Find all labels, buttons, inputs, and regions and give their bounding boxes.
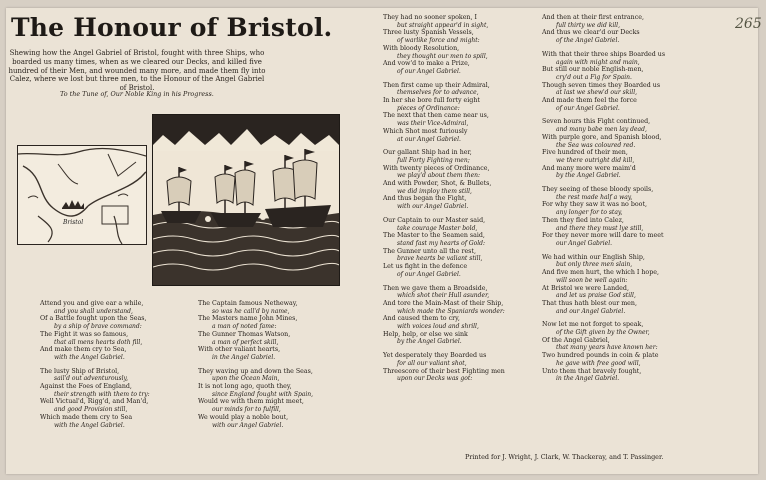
verse-line: our Angel Gabriel.	[556, 239, 613, 247]
verse-column-4	[542, 14, 665, 383]
page-number: 265	[735, 16, 762, 32]
verse-line: And thus began the Fight,	[383, 195, 467, 203]
verse-line: Seven hours this Fight continued,	[542, 118, 651, 126]
verse-line: and let us praise God still,	[556, 292, 636, 300]
verse-line: At Bristol we were Landed,	[542, 284, 629, 292]
verse-line: that many years have known her:	[556, 344, 658, 352]
verse-line: and there they must lye still,	[556, 224, 644, 232]
verse-line: Which made them cry to Sea	[40, 413, 133, 421]
bristol-map-woodcut	[17, 145, 147, 245]
verse-column-2	[198, 300, 313, 429]
verse-line: The Captain famous Netheway,	[198, 300, 298, 307]
page-title: The Honour of Bristol.	[11, 13, 333, 42]
verse-line: for all our valiant shot,	[397, 359, 467, 367]
verse-line: We had within our English Ship,	[542, 253, 645, 261]
verse-line: will soon be well again:	[556, 276, 628, 284]
verse-line: but only three men slain,	[556, 261, 633, 269]
verse-line: stand fast my hearts of Gold:	[397, 239, 486, 247]
verse-line: With bloody Resolution,	[383, 44, 460, 52]
verse-column-3	[383, 14, 505, 383]
verse-line: with the Angel Gabriel.	[54, 421, 125, 429]
verse-line: of our Angel Gabriel.	[397, 270, 461, 278]
verse-line: we play'd about them then:	[397, 172, 481, 180]
verse-line: For why they saw it was no boot,	[542, 201, 647, 209]
verse-line: full thirty we did kill,	[556, 21, 621, 29]
verse-line: And with Powder, Shot, & Bullets,	[383, 180, 492, 188]
verse-line: which made the Spaniards wonder:	[397, 307, 505, 315]
verse-line: by a ship of brave command:	[54, 323, 142, 331]
verse-line: Threescore of their best Fighting men	[383, 367, 505, 375]
verse-line: Three lusty Spanish Vessels,	[383, 29, 474, 37]
ships-battle-woodcut	[152, 114, 340, 286]
verse-line: take courage Master bold,	[397, 224, 478, 232]
verse-line: With other valiant hearts,	[198, 346, 281, 354]
verse-line: pieces of Ordinance:	[397, 104, 460, 112]
verse-line: sail'd out adventurously,	[54, 375, 129, 383]
map-label: Bristol	[63, 219, 84, 226]
verse-line: the rest made half a way,	[556, 193, 633, 201]
verse-line: Then we gave them a Broadside,	[383, 284, 488, 292]
verse-line: Five hundred of their men,	[542, 149, 628, 157]
verse-line: by the Angel Gabriel.	[397, 338, 462, 346]
verse-line: It is not long ago, quoth they,	[198, 383, 292, 391]
verse-line: Would we with them might meet,	[198, 398, 304, 406]
verse-line: Two hundred pounds in coin & plate	[542, 352, 659, 360]
verse-line: their strength with them to try:	[54, 390, 150, 398]
verse-line: of the Gift given by the Owner,	[556, 329, 650, 337]
verse-line: Now let me not forget to speak,	[542, 321, 644, 329]
verse-line: Against the Foes of England,	[40, 383, 132, 391]
verse-line: The Master to the Seamen said,	[383, 232, 485, 240]
verse-line: That thus hath blest our men,	[542, 299, 637, 307]
verse-line: Of the Angel Gabriel,	[542, 336, 610, 344]
verse-line: of the Angel Gabriel.	[556, 37, 620, 45]
verse-line: we there outright did kill,	[556, 156, 635, 164]
verse-line: The next that then came near us,	[383, 112, 489, 120]
verse-line: of warlike force and might:	[397, 37, 480, 45]
verse-line: full Forty Fighting men;	[397, 156, 470, 164]
printer-imprint: Printed for J. Wright, J. Clark, W. Thackeray, and T. Passinger.	[465, 453, 664, 461]
verse-line: And caused them to cry,	[383, 315, 460, 323]
verse-line: With twenty pieces of Ordinance,	[383, 164, 490, 172]
verse-line: And five men hurt, the which I hope,	[542, 269, 659, 277]
verse-line: in the Angel Gabriel.	[556, 375, 620, 383]
verse-column-1	[40, 300, 150, 429]
verse-line: With that their three ships Boarded us	[542, 50, 666, 58]
verse-line: Our Captain to our Master said,	[383, 216, 486, 224]
verse-line: And make them cry to Sea,	[40, 346, 127, 354]
verse-line: And tore the Main-Mast of their Ship,	[383, 299, 504, 307]
verse-line: themselves for to advance,	[397, 89, 479, 97]
ships-illustration	[153, 115, 339, 285]
verse-line: Which Shot most furiously	[383, 127, 468, 135]
verse-line: was their Vice-Admiral,	[397, 120, 469, 128]
verse-line: and good Provision still,	[54, 406, 128, 414]
verse-line: The Fight it was so famous,	[40, 330, 129, 338]
verse-line: by the Angel Gabriel.	[556, 172, 621, 180]
verse-line: We would play a noble bout,	[198, 413, 289, 421]
verse-line: Well Victual'd, Rigg'd, and Man'd,	[40, 398, 149, 406]
verse-line: Then first came up their Admiral,	[383, 81, 490, 89]
verse-line: Help, help, or else we sink	[383, 330, 468, 338]
verse-line: Then they fled into Calez,	[542, 216, 624, 224]
verse-line: and you shall understand,	[54, 307, 133, 315]
verse-line: any longer for to stay,	[556, 209, 623, 217]
verse-line: a man of noted fame:	[212, 323, 277, 331]
verse-line: with our Angel Gabriel.	[212, 421, 284, 429]
verse-line: and many babe men lay dead,	[556, 126, 647, 134]
ballad-subtitle: Shewing how the Angel Gabriel of Bristol, fought with three Ships, who boarded us many times, when as we cleared our Decks, and killed five hundred of their Men, and wounded many more, and made them fly into Calez, where we lost but three men, to the Honour of the Angel Gabriel of Bristol.	[8, 49, 266, 93]
verse-line: And then at their first entrance,	[542, 14, 644, 21]
verse-line: since England fought with Spain,	[212, 390, 314, 398]
verse-line: The Gunner Thomas Watson,	[198, 330, 291, 338]
verse-line: with the Angel Gabriel.	[54, 353, 125, 361]
verse-line: And thus we clear'd our Decks	[542, 29, 640, 37]
verse-line: and our Angel Gabriel.	[556, 307, 626, 315]
verse-line: our minds for to fulfill,	[212, 406, 281, 414]
verse-line: In her she bore full forty eight	[383, 97, 480, 105]
verse-line: They waving up and down the Seas,	[198, 367, 313, 375]
verse-line: But still our noble English-men,	[542, 66, 644, 74]
verse-line: And made them feel the force	[542, 97, 637, 105]
verse-line: Unto them that bravely fought,	[542, 367, 642, 375]
verse-line: again with might and main,	[556, 58, 640, 66]
verse-line: The lusty Ship of Bristol,	[40, 367, 120, 375]
verse-line: they thought our men to spill,	[397, 52, 488, 60]
verse-line: of our Angel Gabriel.	[397, 67, 461, 75]
verse-line: but straight appear'd in sight,	[397, 21, 489, 29]
verse-line: he gave with free good will,	[556, 359, 641, 367]
verse-line: upon our Decks was got:	[397, 375, 473, 383]
verse-line: of our Angel Gabriel.	[556, 104, 620, 112]
tune-line: To the Tune of, Our Noble King in his Progress.	[60, 90, 214, 98]
map-illustration	[18, 146, 146, 244]
verse-line: Let us fight in the defence	[383, 263, 468, 271]
verse-line: Of a Battle fought upon the Seas,	[40, 315, 147, 323]
verse-line: at our Angel Gabriel.	[397, 135, 461, 143]
verse-line: in the Angel Gabriel.	[212, 353, 276, 361]
verse-line: with voices loud and shrill,	[397, 323, 479, 331]
verse-line: And many more were maim'd	[542, 164, 636, 172]
verse-line: a man of perfect skill,	[212, 338, 279, 346]
verse-line: Though seven times they Boarded us	[542, 81, 661, 89]
verse-line: that all mens hearts doth fill,	[54, 338, 143, 346]
verse-line: And vow'd to make a Prize,	[383, 60, 470, 68]
verse-line: so was he call'd by name,	[212, 307, 290, 315]
verse-line: cry'd out a Fig for Spain.	[556, 73, 632, 81]
verse-line: at last we shew'd our skill,	[556, 89, 638, 97]
verse-line: For they never more will dare to meet	[542, 232, 664, 240]
verse-line: With purple gore, and Spanish blood,	[542, 133, 662, 141]
verse-line: we did imploy them still,	[397, 187, 472, 195]
verse-line: with our Angel Gabriel.	[397, 203, 469, 211]
verse-line: the Sea was coloured red.	[556, 141, 636, 149]
verse-line: Yet desperately they Boarded us	[383, 352, 487, 360]
verse-line: They seeing of these bloody spoils,	[542, 186, 654, 194]
verse-line: The Gunner unto all the rest,	[383, 247, 476, 255]
verse-line: Attend you and give ear a while,	[40, 300, 144, 307]
verse-line: They had no sooner spoken, I	[383, 14, 477, 21]
verse-line: Our gallant Ship had in her,	[383, 149, 472, 157]
verse-line: upon the Ocean Main,	[212, 375, 280, 383]
verse-line: brave hearts be valiant still,	[397, 255, 483, 263]
verse-line: which shot their Hull asunder,	[397, 292, 490, 300]
verse-line: The Masters name John Mines,	[198, 315, 298, 323]
